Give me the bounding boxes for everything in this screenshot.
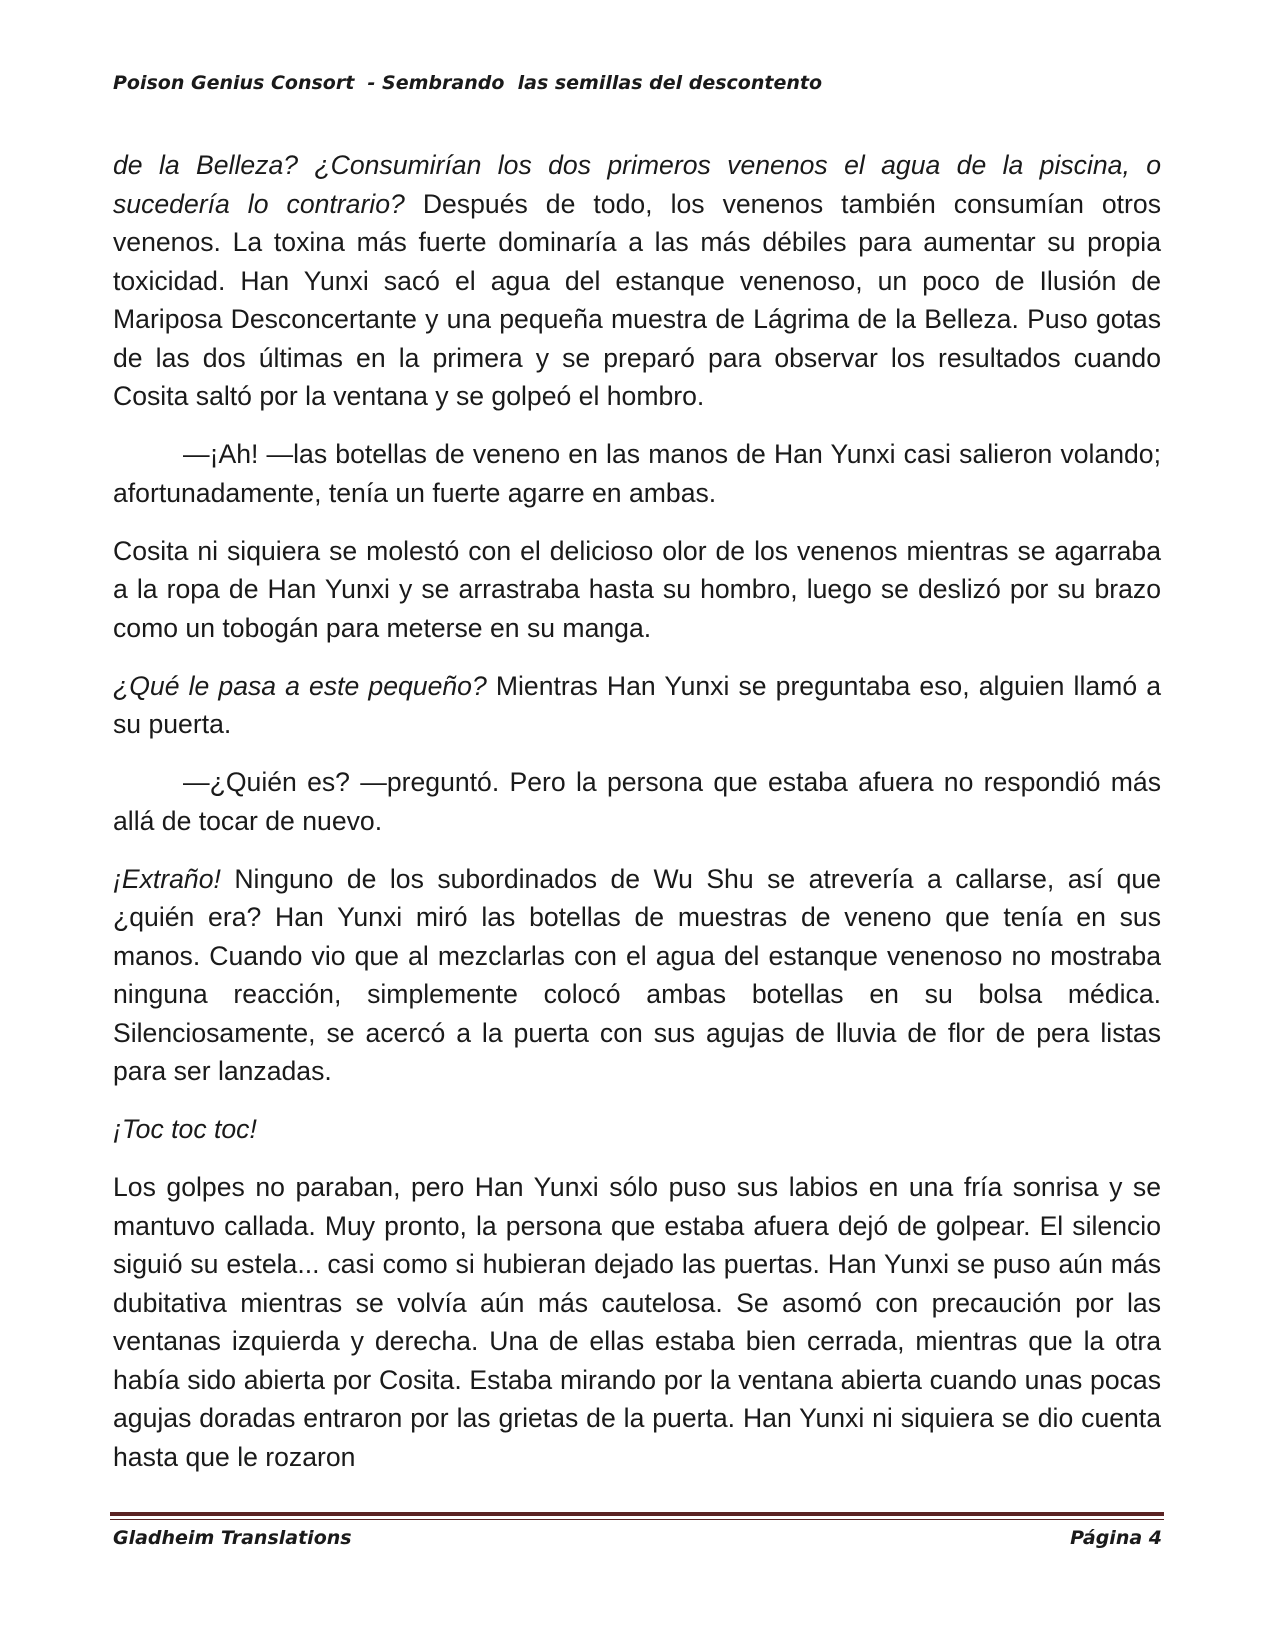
paragraph-italic-lead: ¿Qué le pasa a este pequeño?: [113, 670, 487, 701]
paragraph-text: Ninguno de los subordinados de Wu Shu se atrevería a callarse, así que ¿quién era? Han Yunxi miró las botellas de muestras de veneno que tenía en sus manos. Cuando vio que al mezclarlas con el agua del estanque venenoso no mostraba ninguna reacción, simplemente colocó ambas botellas en su bolsa médica. Silenciosamente, se acercó a la puerta con sus agujas de lluvia de flor de pera listas para ser lanzadas.: [113, 863, 1161, 1086]
paragraph: [113, 860, 1161, 1091]
paragraph: [113, 667, 1161, 744]
paragraph-italic-lead: ¡Toc toc toc!: [113, 1114, 257, 1144]
paragraph-text: —¡Ah! —las botellas de veneno en las manos de Han Yunxi casi salieron volando; afortunadamente, tenía un fuerte agarre en ambas.: [113, 439, 1161, 508]
footer-publisher: Gladheim Translations: [113, 1527, 352, 1549]
paragraph-text: Mientras Han Yunxi se preguntaba eso, alguien llamó a su puerta.: [113, 670, 1161, 739]
page-header-title: Poison Genius Consort - Sembrando las semillas del descontento: [113, 72, 823, 94]
paragraph-text: Después de todo, los venenos también consumían otros venenos. La toxina más fuerte dominaría a las más débiles para aumentar su propia toxicidad. Han Yunxi sacó el agua del estanque venenoso, un poco de Ilusión de Mariposa Desconcertante y una pequeña muestra de Lágrima de la Belleza. Puso gotas de las dos últimas en la primera y se preparó para observar los resultados cuando Cosita saltó por la ventana y se golpeó el hombro.: [113, 188, 1162, 411]
footer-divider: [110, 1512, 1164, 1516]
paragraph-text: Cosita ni siquiera se molestó con el delicioso olor de los venenos mientras se agarraba a la ropa de Han Yunxi y se arrastraba hasta su hombro, luego se deslizó por su brazo como un tobogán para meterse en su manga.: [113, 535, 1161, 643]
paragraph-italic-lead: ¡Extraño!: [113, 863, 221, 894]
paragraph: [113, 435, 1161, 512]
paragraph: [113, 532, 1161, 648]
document-body: [113, 146, 1161, 1476]
paragraph: [113, 146, 1161, 416]
paragraph-text: —¿Quién es? —preguntó. Pero la persona que estaba afuera no respondió más allá de tocar de nuevo.: [113, 767, 1161, 836]
footer-divider-thin: [110, 1519, 1164, 1520]
paragraph: [113, 763, 1161, 840]
paragraph-italic-lead: de la Belleza? ¿Consumirían los dos primeros venenos el agua de la piscina, o sucedería lo contrario?: [113, 150, 1161, 219]
paragraph: [113, 1110, 1161, 1149]
paragraph-text: Los golpes no paraban, pero Han Yunxi sólo puso sus labios en una fría sonrisa y se mantuvo callada. Muy pronto, la persona que estaba afuera dejó de golpear. El silencio siguió su estela... casi como si hubieran dejado las puertas. Han Yunxi se puso aún más dubitativa mientras se volvía aún más cautelosa. Se asomó con precaución por las ventanas izquierda y derecha. Una de ellas estaba bien cerrada, mientras que la otra había sido abierta por Cosita. Estaba mirando por la ventana abierta cuando unas pocas agujas doradas entraron por las grietas de la puerta. Han Yunxi ni siquiera se dio cuenta hasta que le rozaron: [113, 1172, 1161, 1472]
paragraph: [113, 1168, 1161, 1476]
footer-page-number: Página 4: [1070, 1527, 1162, 1549]
